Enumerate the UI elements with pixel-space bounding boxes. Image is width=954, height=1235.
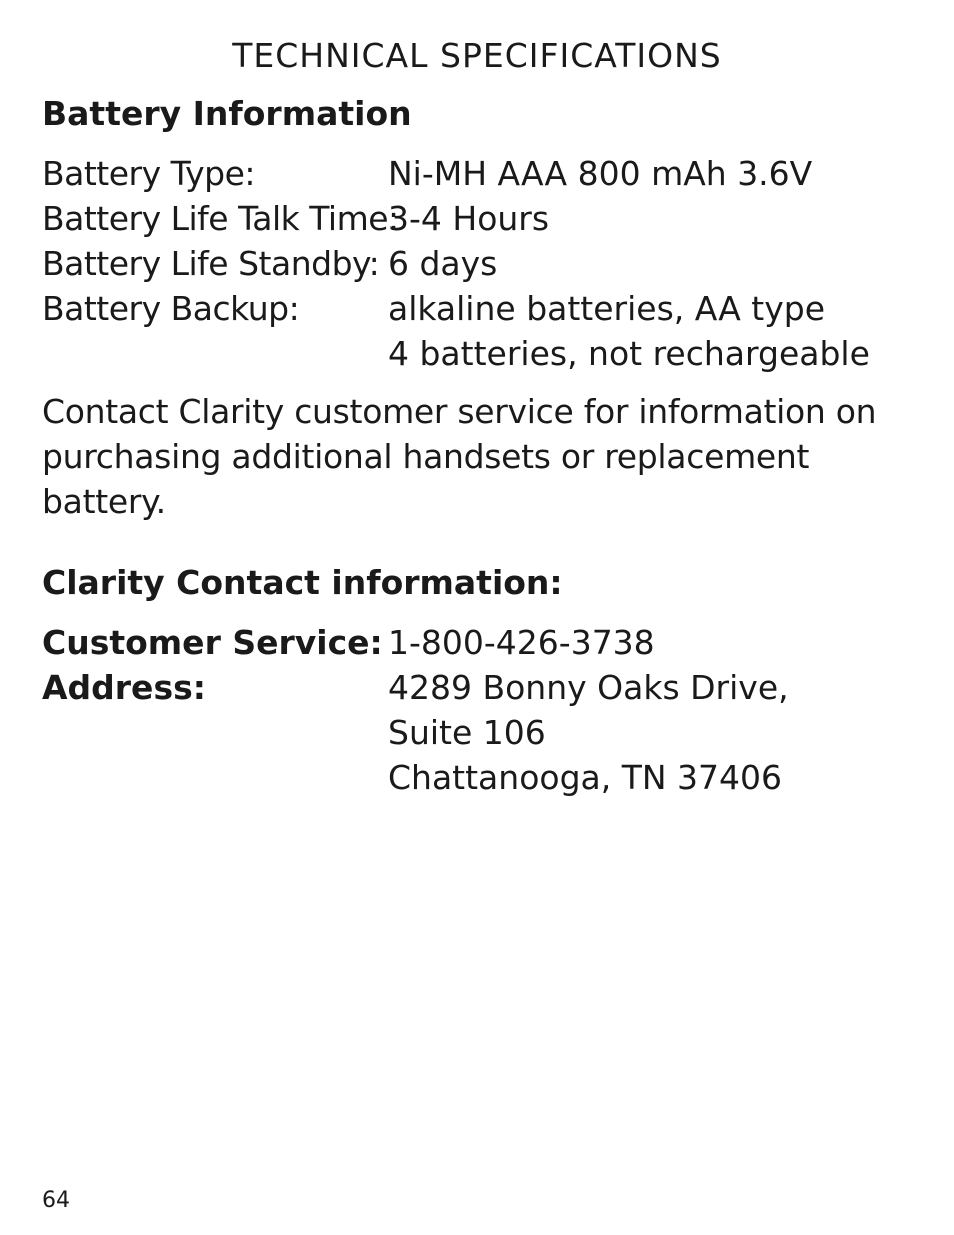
customer-service-label: Customer Service: xyxy=(42,623,383,662)
address-label-spacer xyxy=(42,755,388,800)
spec-row-standby xyxy=(42,241,922,286)
contact-row-address xyxy=(42,665,922,710)
spec-value: 6 days xyxy=(388,244,498,283)
battery-spec-table xyxy=(42,151,922,376)
contact-table xyxy=(42,620,922,800)
spec-row-backup xyxy=(42,286,922,331)
spec-value: 4 batteries, not rechargeable xyxy=(388,334,870,373)
page-title: TECHNICAL SPECIFICATIONS xyxy=(232,36,722,75)
contact-information-heading: Clarity Contact information: xyxy=(42,563,563,602)
spec-row-battery-type xyxy=(42,151,922,196)
spec-row-backup-continued xyxy=(42,331,922,376)
contact-row-address-3 xyxy=(42,755,922,800)
customer-service-phone: 1-800-426-3738 xyxy=(388,623,655,662)
customer-service-note: Contact Clarity customer service for information on purchasing additional handsets or replacement battery. xyxy=(42,392,877,521)
page-number: 64 xyxy=(42,1188,70,1213)
spec-label xyxy=(42,331,388,376)
address-line: Suite 106 xyxy=(388,713,546,752)
spec-label: Battery Life Talk Time: xyxy=(42,199,399,238)
spec-value: Ni-MH AAA 800 mAh 3.6V xyxy=(388,154,813,193)
address-label-spacer xyxy=(42,710,388,755)
battery-information-heading: Battery Information xyxy=(42,94,412,133)
spec-row-talk-time xyxy=(42,196,922,241)
address-label: Address: xyxy=(42,668,206,707)
spec-label: Battery Type: xyxy=(42,154,256,193)
spec-value: alkaline batteries, AA type xyxy=(388,289,826,328)
spec-label: Battery Backup: xyxy=(42,289,300,328)
address-line: 4289 Bonny Oaks Drive, xyxy=(388,668,789,707)
contact-row-customer-service xyxy=(42,620,922,665)
contact-row-address-2 xyxy=(42,710,922,755)
spec-label: Battery Life Standby: xyxy=(42,244,380,283)
address-line: Chattanooga, TN 37406 xyxy=(388,758,783,797)
spec-value: 3-4 Hours xyxy=(388,199,550,238)
